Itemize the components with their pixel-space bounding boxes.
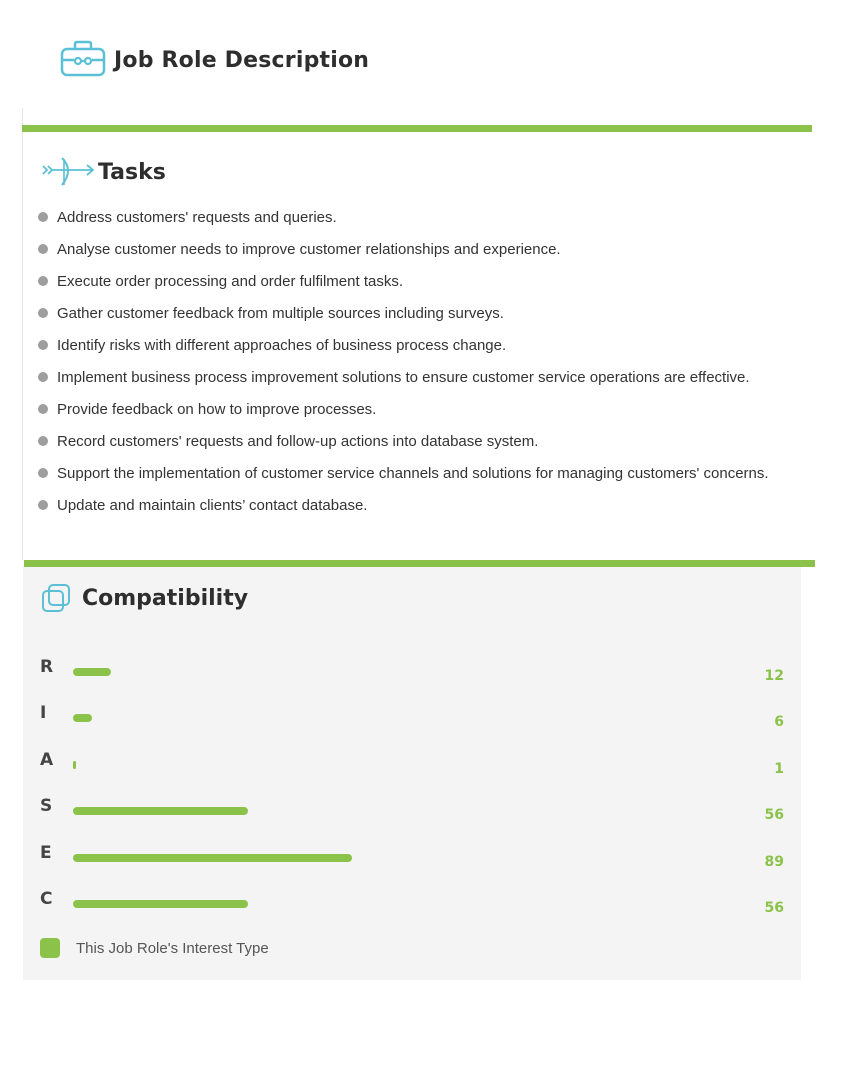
bullet-icon (38, 276, 48, 286)
task-text: Implement business process improvement solutions to ensure customer service operations are effective. (57, 368, 750, 386)
task-text: Identify risks with different approaches of business process change. (57, 336, 507, 354)
riasec-value: 56 (764, 807, 784, 823)
riasec-bar (73, 854, 352, 862)
bullet-icon (38, 500, 48, 510)
riasec-bar (73, 761, 76, 769)
riasec-row-e (40, 841, 790, 873)
task-text: Execute order processing and order fulfilment tasks. (57, 272, 404, 290)
task-item (38, 457, 828, 489)
task-item (38, 265, 828, 297)
riasec-bar (73, 900, 248, 908)
riasec-letter: R (40, 657, 54, 677)
riasec-track (73, 900, 731, 908)
task-item (38, 297, 828, 329)
briefcase-icon (60, 40, 106, 80)
task-text: Record customers' requests and follow-up actions into database system. (57, 432, 539, 450)
riasec-row-c (40, 887, 790, 919)
compatibility-heading (40, 580, 248, 616)
tasks-heading (40, 152, 166, 192)
riasec-value: 12 (764, 668, 784, 684)
riasec-letter: E (40, 843, 52, 863)
riasec-value: 1 (774, 761, 784, 777)
task-text: Update and maintain clients’ contact database. (57, 496, 368, 514)
task-text: Provide feedback on how to improve processes. (57, 400, 377, 418)
riasec-bar (73, 807, 248, 815)
riasec-value: 89 (764, 854, 784, 870)
riasec-track (73, 807, 731, 815)
task-item (38, 201, 828, 233)
legend (40, 937, 269, 959)
riasec-value: 6 (774, 714, 784, 730)
overlapping-squares-icon (40, 582, 72, 614)
task-item (38, 361, 828, 393)
bullet-icon (38, 212, 48, 222)
riasec-bar (73, 714, 92, 722)
task-item (38, 393, 828, 425)
riasec-row-i (40, 701, 790, 733)
bullet-icon (38, 468, 48, 478)
task-text: Address customers' requests and queries. (57, 208, 337, 226)
riasec-letter: S (40, 796, 53, 816)
riasec-track (73, 668, 731, 676)
task-item (38, 233, 828, 265)
riasec-track (73, 854, 731, 862)
riasec-row-r (40, 655, 790, 687)
task-text: Gather customer feedback from multiple sources including surveys. (57, 304, 504, 322)
bullet-icon (38, 308, 48, 318)
task-text: Support the implementation of customer service channels and solutions for managing customers' concerns. (57, 464, 769, 482)
riasec-track (73, 761, 731, 769)
bullet-icon (38, 404, 48, 414)
bullet-icon (38, 244, 48, 254)
task-item (38, 329, 828, 361)
legend-label: This Job Role's Interest Type (76, 939, 269, 957)
riasec-letter: C (40, 889, 53, 909)
target-arrow-icon (40, 155, 96, 189)
riasec-value: 56 (764, 900, 784, 916)
bullet-icon (38, 340, 48, 350)
riasec-row-a (40, 748, 790, 780)
page-header (60, 36, 369, 84)
bullet-icon (38, 372, 48, 382)
compatibility-title: Compatibility (82, 585, 249, 611)
riasec-letter: I (40, 703, 47, 723)
riasec-track (73, 714, 731, 722)
legend-swatch (40, 938, 60, 958)
task-item (38, 489, 828, 521)
riasec-letter: A (40, 750, 54, 770)
riasec-row-s (40, 794, 790, 826)
tasks-title: Tasks (98, 159, 166, 185)
task-item (38, 425, 828, 457)
page-title: Job Role Description (114, 47, 370, 73)
riasec-bar (73, 668, 111, 676)
task-list (38, 201, 828, 521)
task-text: Analyse customer needs to improve customer relationships and experience. (57, 240, 561, 258)
bullet-icon (38, 436, 48, 446)
compatibility-divider (24, 560, 815, 567)
tasks-divider (22, 125, 812, 132)
